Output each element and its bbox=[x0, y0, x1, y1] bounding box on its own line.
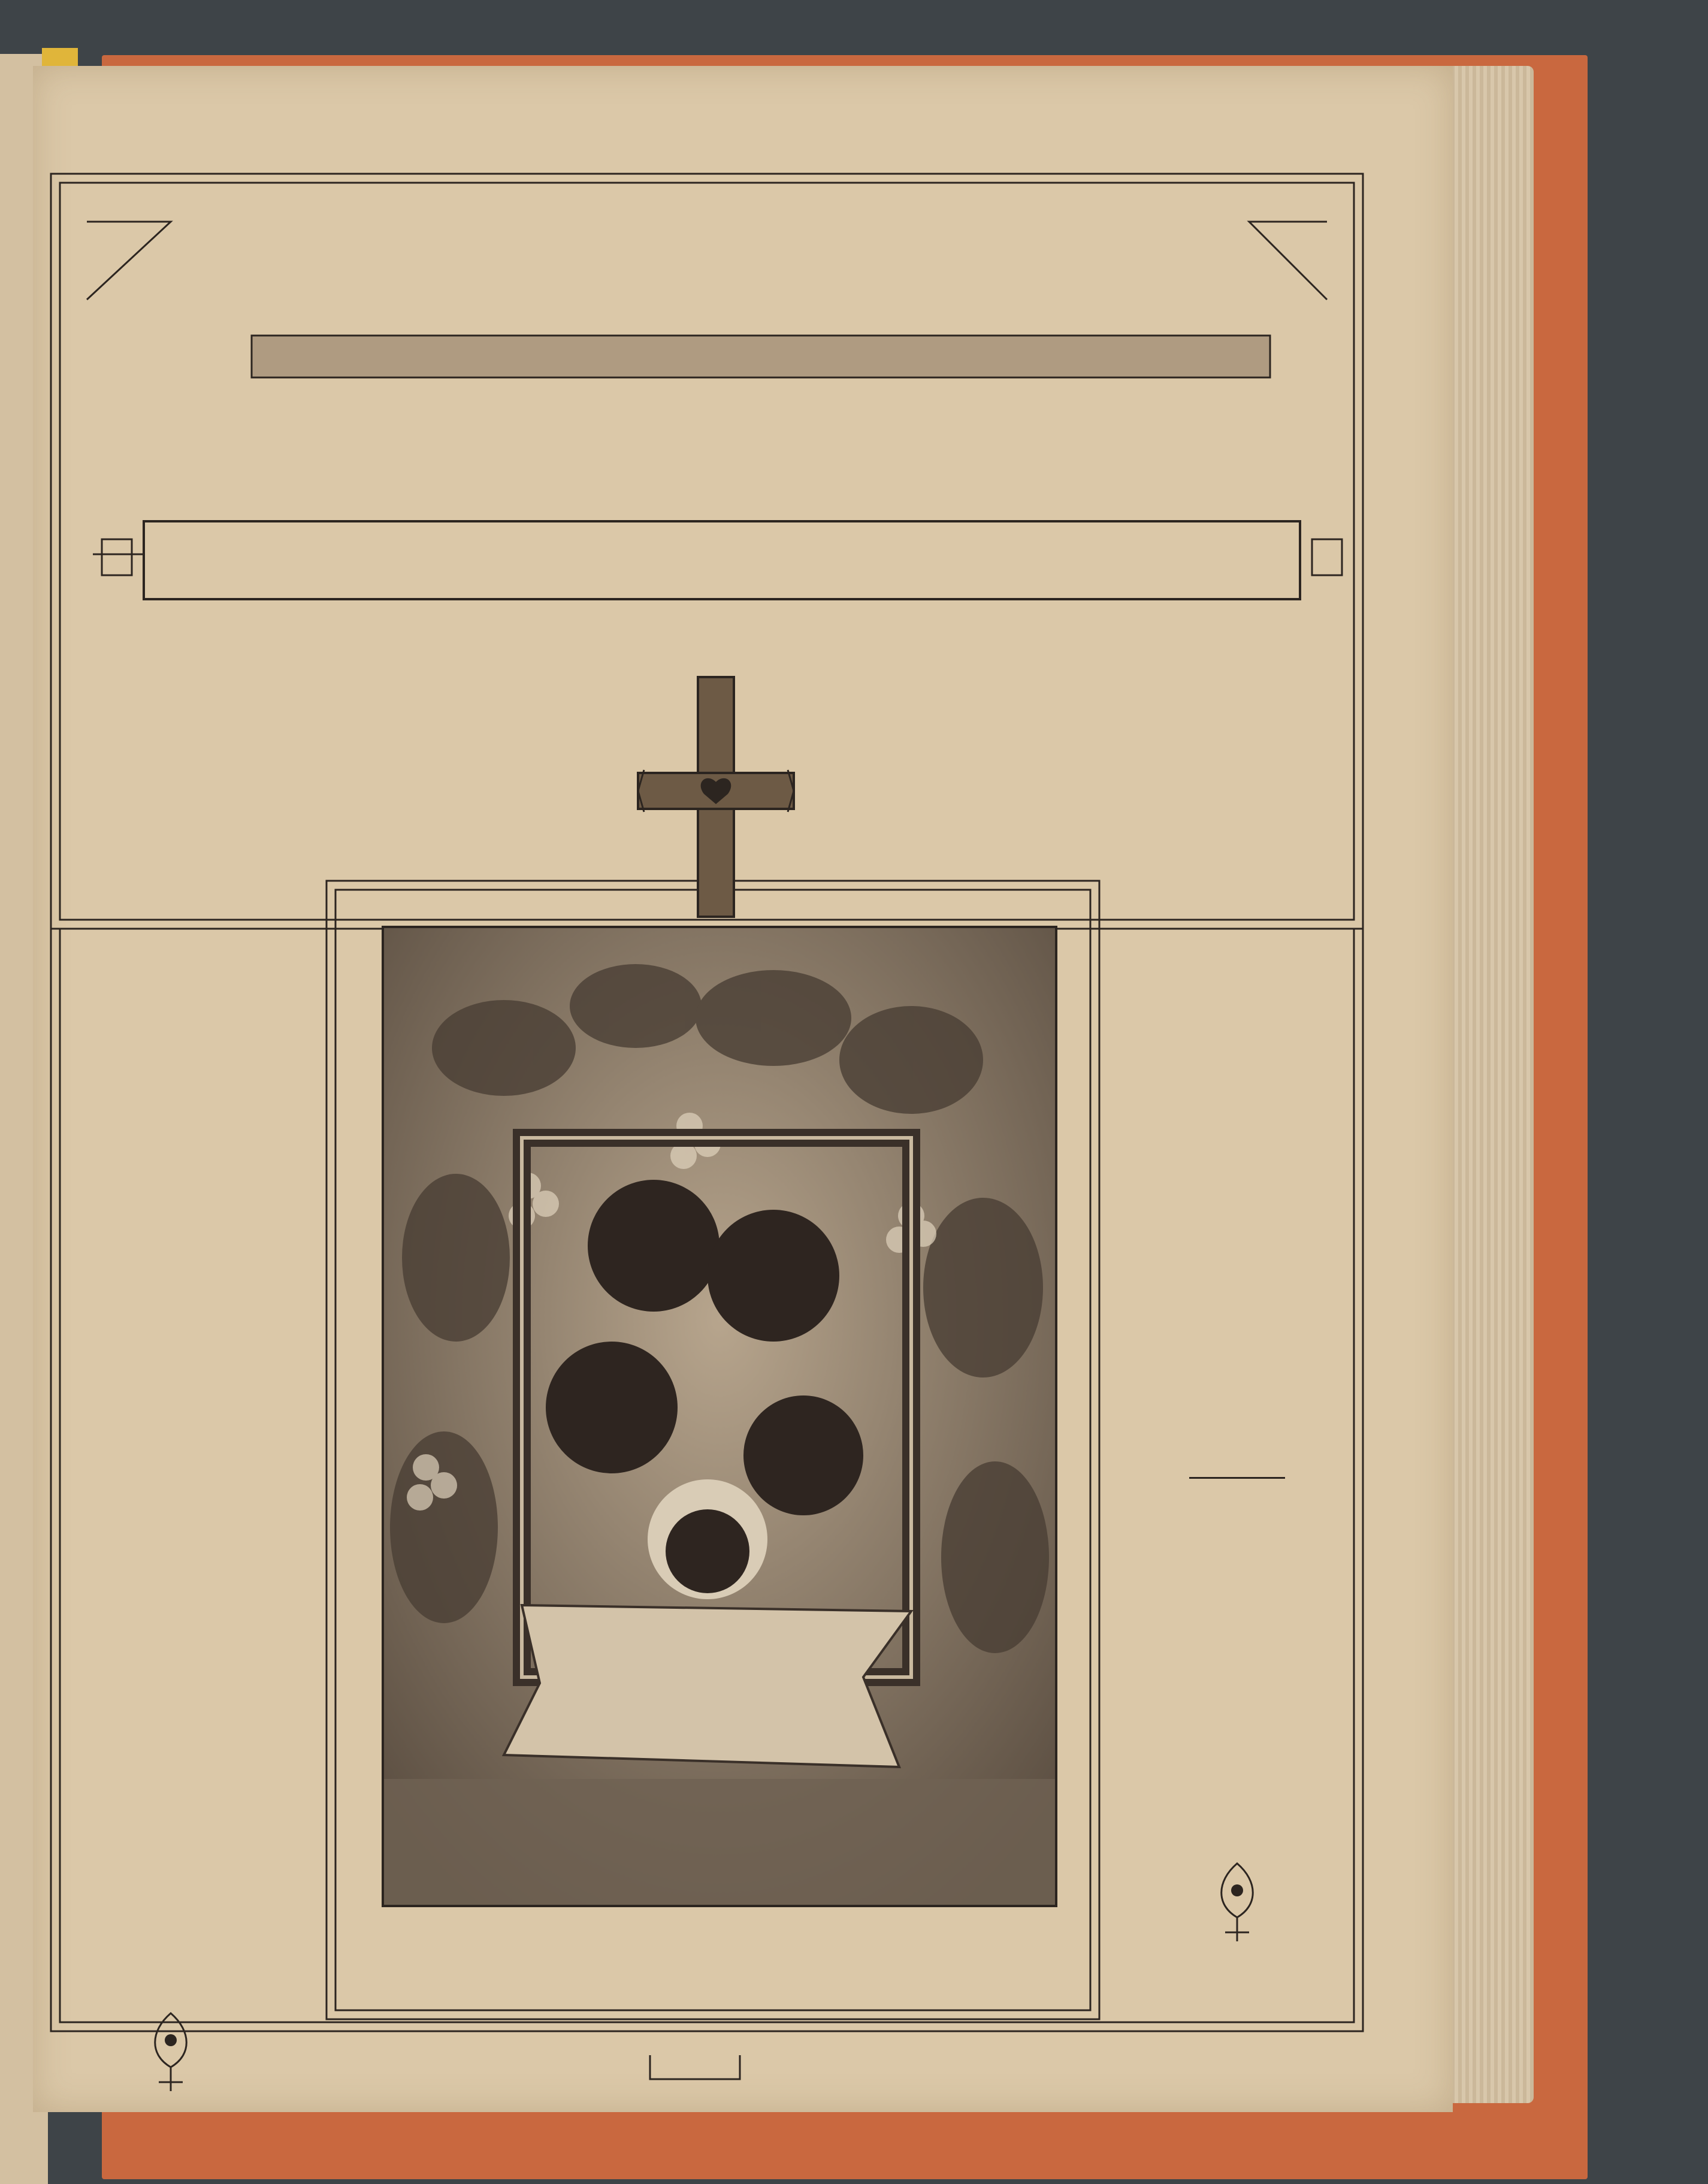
koeln-number bbox=[69, 1923, 303, 1953]
magazine-page bbox=[33, 66, 1453, 2112]
contact-left-line2 bbox=[87, 782, 656, 812]
subtitle bbox=[153, 536, 1297, 602]
photo-copyright bbox=[479, 1609, 498, 1945]
ornament-icon bbox=[1204, 1857, 1270, 1947]
ornament-icon bbox=[138, 2007, 204, 2097]
postscheck-label bbox=[69, 1896, 303, 1926]
contact-right-line2 bbox=[794, 782, 1333, 812]
telefon-number bbox=[69, 1950, 303, 1980]
contact-left-line1 bbox=[87, 746, 656, 776]
cross-icon bbox=[626, 665, 806, 935]
volume-label bbox=[69, 950, 303, 980]
column-divider bbox=[1189, 1477, 1285, 1479]
date-label bbox=[1117, 986, 1357, 1019]
place-label bbox=[1117, 953, 1357, 983]
contact-right-line1 bbox=[794, 746, 1333, 776]
masthead-title bbox=[126, 144, 1294, 479]
photo-banner-line2 bbox=[609, 1678, 789, 1714]
issue-number bbox=[69, 989, 303, 1031]
photo-banner-line3 bbox=[543, 1726, 867, 1774]
